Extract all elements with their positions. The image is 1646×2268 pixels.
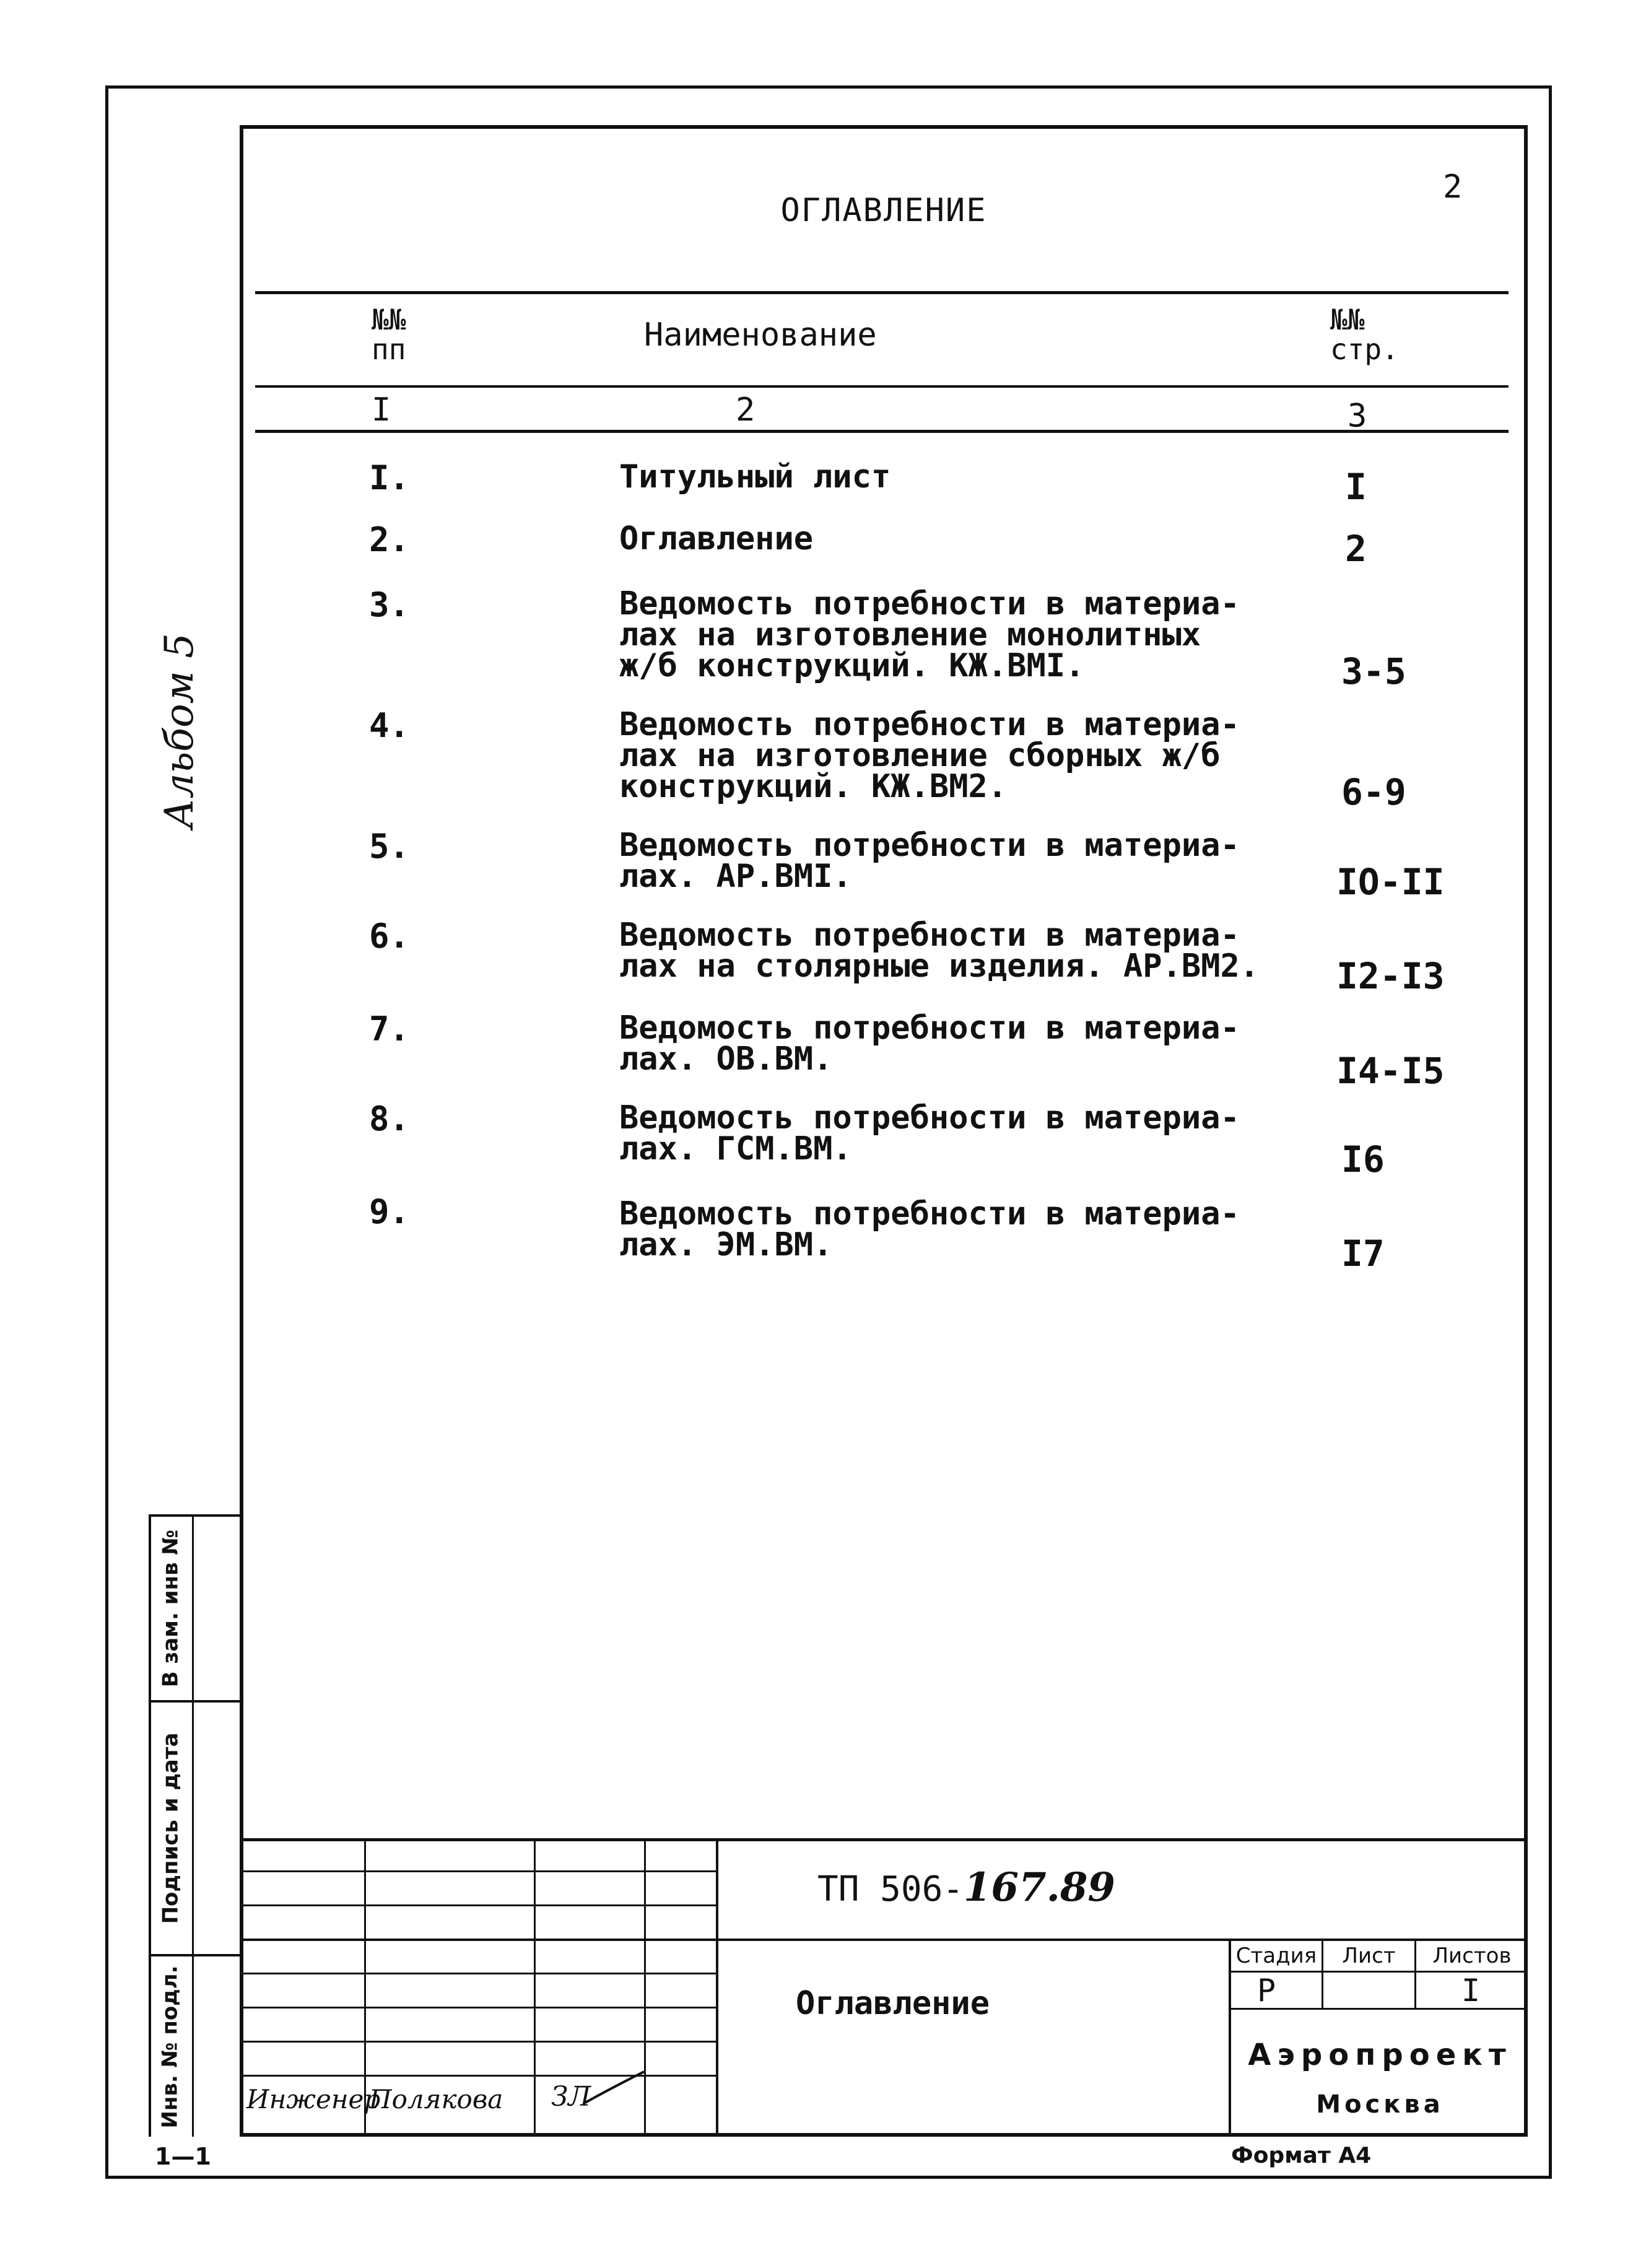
row-title: Оглавление (619, 520, 814, 557)
row-title: Ведомость потребности в материа- лах на изготовление сборных ж/б конструкций. КЖ.ВМ2. (619, 706, 1240, 805)
column-number-3: 3 (1348, 398, 1367, 435)
header-rule-top (255, 291, 1509, 294)
stage-label: Стадия (1235, 1943, 1317, 1968)
header-name: Наименование (644, 316, 877, 354)
sheet-label: Лист (1342, 1943, 1396, 1968)
document-code-prefix: ТП 506- (817, 1869, 964, 1909)
row-number: 2. (369, 520, 410, 559)
tb-col-4 (716, 1838, 718, 2137)
side-stamp-divider (192, 1514, 194, 2137)
row-page: 3-5 (1341, 650, 1406, 692)
engineer-name: Полякова (369, 2084, 503, 2114)
row-number: 7. (369, 1010, 410, 1049)
sheet-marker: 1—1 (155, 2143, 211, 2170)
row-page: I2-I3 (1336, 955, 1445, 997)
row-page: 2 (1345, 528, 1367, 570)
row-title: Ведомость потребности в материа- лах. ГСМ.ВМ. (619, 1099, 1240, 1167)
row-number: 3. (369, 585, 410, 624)
row-title: Ведомость потребности в материа- лах. ЭМ.ВМ. (619, 1195, 1240, 1263)
row-number: 5. (369, 827, 410, 866)
row-page: I6 (1341, 1138, 1385, 1180)
tb-row-6 (240, 2041, 718, 2043)
tb-top (240, 1838, 1528, 1841)
signature: ЗЛ (551, 2081, 591, 2113)
header-page: №№ стр. (1330, 303, 1399, 366)
row-title: Ведомость потребности в материа- лах на столярные изделия. АР.ВМ2. (619, 917, 1260, 985)
album-label: Альбом 5 (157, 633, 202, 829)
row-page: 6-9 (1341, 771, 1406, 813)
tb-row-5 (240, 2007, 718, 2008)
sheet-title: Оглавление (796, 1985, 990, 2022)
row-title: Ведомость потребности в материа- лах. ОВ.ВМ. (619, 1010, 1240, 1078)
row-number: 8. (369, 1099, 410, 1138)
stage-value: Р (1257, 1973, 1276, 2008)
tb-row-1 (240, 1870, 718, 1872)
column-number-1: I (372, 391, 391, 429)
tb-row-3 (240, 1939, 1528, 1941)
page-number: 2 (1443, 168, 1463, 206)
document-code (817, 1864, 1115, 1911)
sheets-label: Листов (1432, 1943, 1512, 1968)
row-number: 9. (369, 1192, 410, 1231)
header-rule-bottom (255, 430, 1509, 433)
row-number: 6. (369, 917, 410, 956)
row-title: Ведомость потребности в материа- лах на изготовление монолитных ж/б конструкций. КЖ.ВМI. (619, 585, 1240, 684)
row-title: Ведомость потребности в материа- лах. АР.ВМI. (619, 827, 1240, 895)
header-num: №№ пп (372, 303, 406, 366)
original-inventory-label: Инв. № подл. (158, 1965, 183, 2129)
city: Москва (1316, 2090, 1444, 2119)
role: Инженер (246, 2084, 381, 2114)
row-page: I4-I5 (1336, 1050, 1445, 1092)
row-number: 4. (369, 706, 410, 745)
paper-format: Формат А4 (1231, 2143, 1372, 2168)
organization: Аэропроект (1248, 2038, 1512, 2072)
document-code-number: 167.89 (964, 1864, 1115, 1911)
tb-row-4 (240, 1973, 718, 1974)
signature-date-label: Подпись и дата (158, 1732, 183, 1924)
header-rule-mid (255, 385, 1509, 388)
tb-row-2 (240, 1904, 718, 1906)
row-page: I (1345, 466, 1367, 508)
tb-col-2 (534, 1838, 536, 2137)
row-page: I7 (1341, 1232, 1385, 1275)
signature-stroke-icon (582, 2069, 650, 2106)
row-number: I. (369, 458, 410, 497)
swap-inventory-label: В зам. инв № (158, 1529, 183, 1688)
row-page: IO-II (1336, 861, 1445, 903)
tb-stage-left (1229, 1939, 1231, 2137)
sheets-value: I (1461, 1973, 1481, 2008)
column-number-2: 2 (736, 391, 756, 429)
page-title: ОГЛАВЛЕНИЕ (780, 192, 987, 229)
row-title: Титульный лист (619, 458, 891, 495)
